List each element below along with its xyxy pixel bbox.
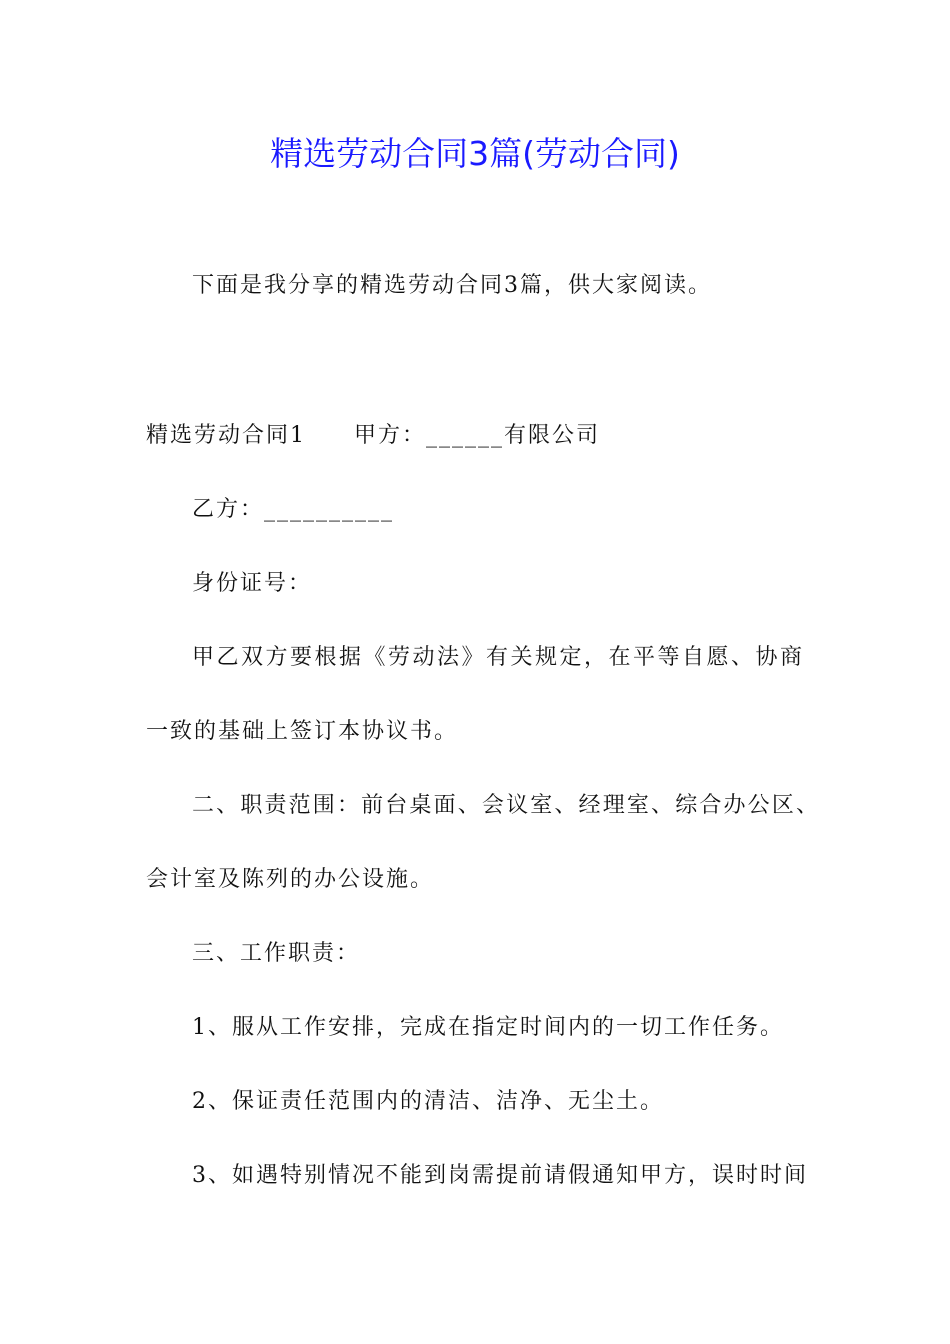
duties-heading: 三、工作职责： xyxy=(192,941,361,966)
party-b-line: 乙方：__________ xyxy=(192,497,395,522)
intro-paragraph: 下面是我分享的精选劳动合同3篇，供大家阅读。 xyxy=(192,273,712,298)
scope-paragraph-line-2: 会计室及陈列的办公设施。 xyxy=(146,867,435,892)
duty-item-3: 3、如遇特别情况不能到岗需提前请假通知甲方，误时时间 xyxy=(192,1163,808,1188)
agreement-paragraph-line-2: 一致的基础上签订本协议书。 xyxy=(146,719,459,744)
scope-paragraph-line-1: 二、职责范围：前台桌面、会议室、经理室、综合办公区、 xyxy=(192,793,820,818)
duty-item-2: 2、保证责任范围内的清洁、洁净、无尘土。 xyxy=(192,1089,664,1114)
document-title: 精选劳动合同3篇(劳动合同) xyxy=(270,134,680,173)
agreement-paragraph-line-1: 甲乙双方要根据《劳动法》有关规定，在平等自愿、协商 xyxy=(192,645,804,670)
duty-item-1: 1、服从工作安排，完成在指定时间内的一切工作任务。 xyxy=(192,1015,784,1040)
contract-heading-party-a: 精选劳动合同1 甲方：______有限公司 xyxy=(146,423,600,448)
id-number-line: 身份证号： xyxy=(192,571,313,596)
